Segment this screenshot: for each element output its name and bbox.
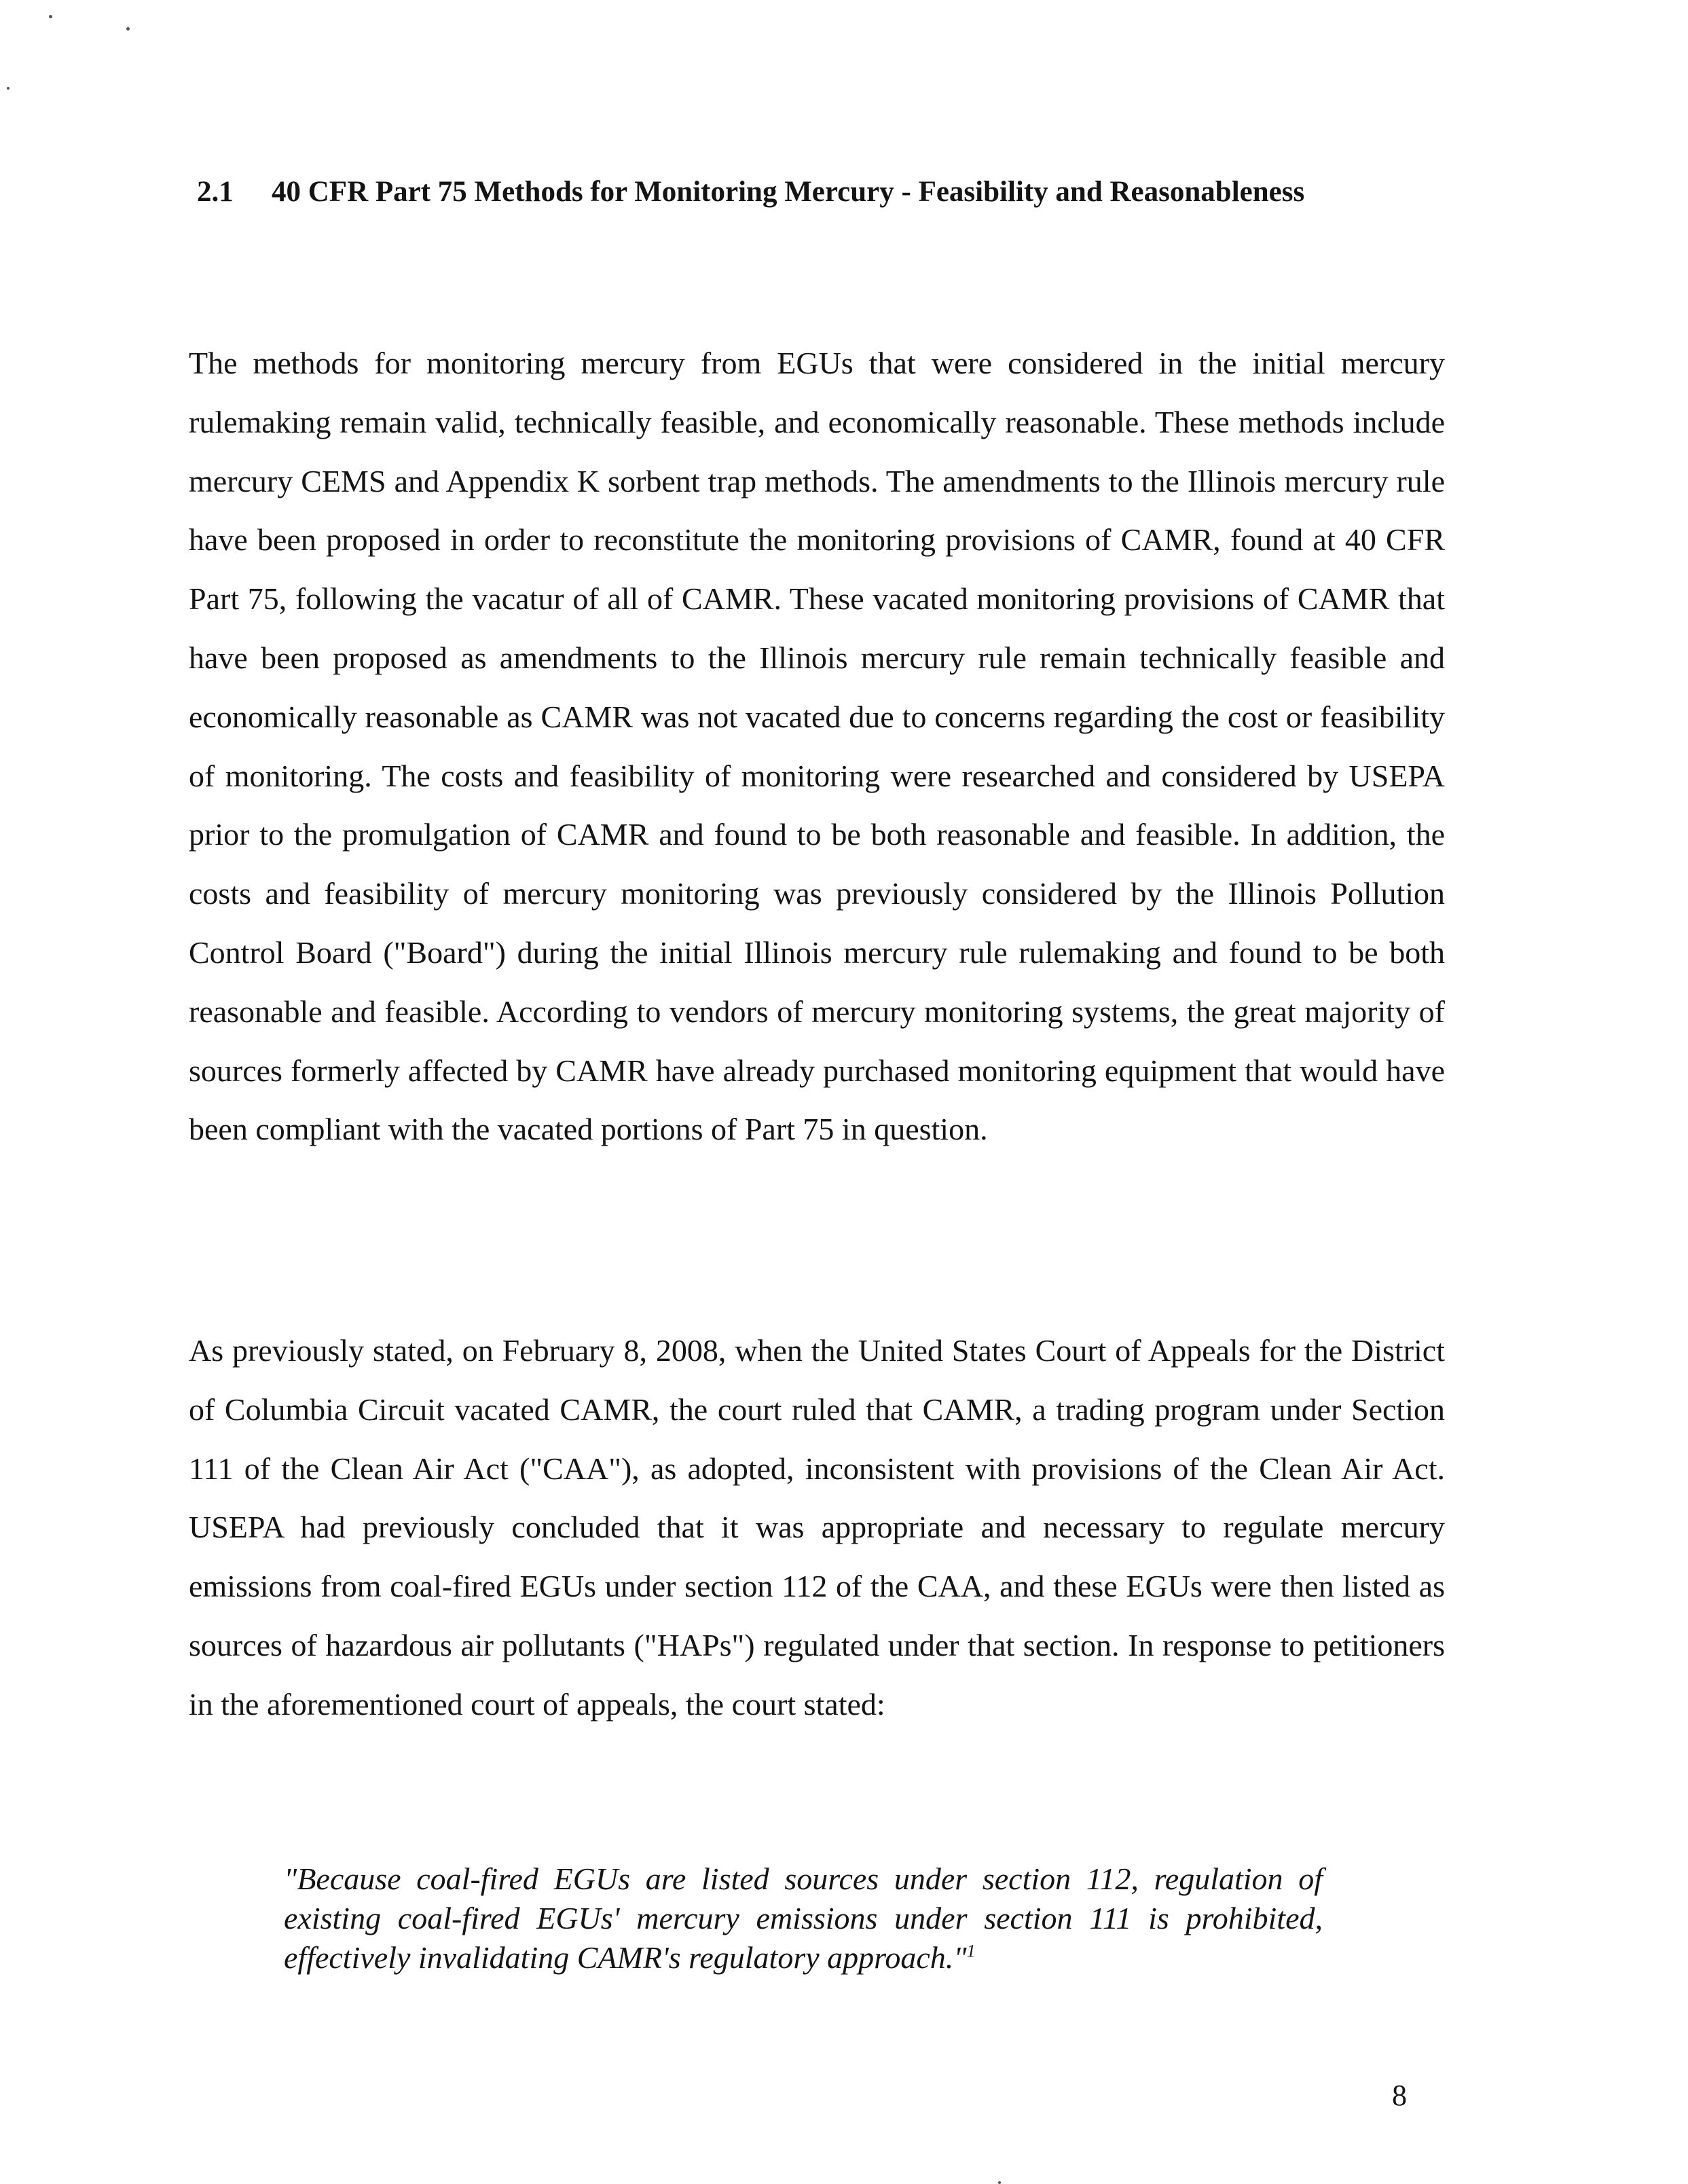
scan-speck: [126, 27, 130, 31]
section-title: 40 CFR Part 75 Methods for Monitoring Mercury - Feasibility and Reasonableness: [272, 176, 1305, 208]
scan-speck: [998, 2181, 1001, 2184]
section-number: 2.1: [197, 176, 234, 208]
scan-speck: [7, 87, 10, 90]
scan-speck: [49, 15, 52, 18]
section-heading: [197, 163, 1412, 221]
court-quote: [284, 1859, 1323, 1978]
quote-text: "Because coal-fired EGUs are listed sources under section 112, regulation of existing coal-fired EGUs' mercury emissions under section 111 is prohibited, effectively invalidating CAMR's regulatory approach.": [284, 1861, 1323, 1975]
page-number: 8: [1392, 2079, 1407, 2112]
paragraph-monitoring-methods: The methods for monitoring mercury from EGUs that were considered in the initial mercury rulemaking remain valid, technically feasible, and economically reasonable. These methods include mercury CEMS and Appendix K sorbent trap methods. The amendments to the Illinois mercury rule have been proposed in order to reconstitute the monitoring provisions of CAMR, found at 40 CFR Part 75, following the vacatur of all of CAMR. These vacated monitoring provisions of CAMR that have been proposed as amendments to the Illinois mercury rule remain technically feasible and economically reasonable as CAMR was not vacated due to concerns regarding the cost or feasibility of monitoring. The costs and feasibility of monitoring were researched and considered by USEPA prior to the promulgation of CAMR and found to be both reasonable and feasible. In addition, the costs and feasibility of mercury monitoring was previously considered by the Illinois Pollution Control Board ("Board") during the initial Illinois mercury rule rulemaking and found to be both reasonable and feasible. According to vendors of mercury monitoring systems, the great majority of sources formerly affected by CAMR have already purchased monitoring equipment that would have been compliant with the vacated portions of Part 75 in question.: [189, 346, 1445, 1147]
footnote-marker: 1: [966, 1941, 976, 1961]
paragraph-court-ruling: As previously stated, on February 8, 2008, when the United States Court of Appeals for the District of Columbia Circuit vacated CAMR, the court ruled that CAMR, a trading program under Section 111 of the Clean Air Act ("CAA"), as adopted, inconsistent with provisions of the Clean Air Act. USEPA had previously concluded that it was appropriate and necessary to regulate mercury emissions from coal-fired EGUs under section 112 of the CAA, and these EGUs were then listed as sources of hazardous air pollutants ("HAPs") regulated under that section. In response to petitioners in the aforementioned court of appeals, the court stated:: [189, 1333, 1445, 1722]
